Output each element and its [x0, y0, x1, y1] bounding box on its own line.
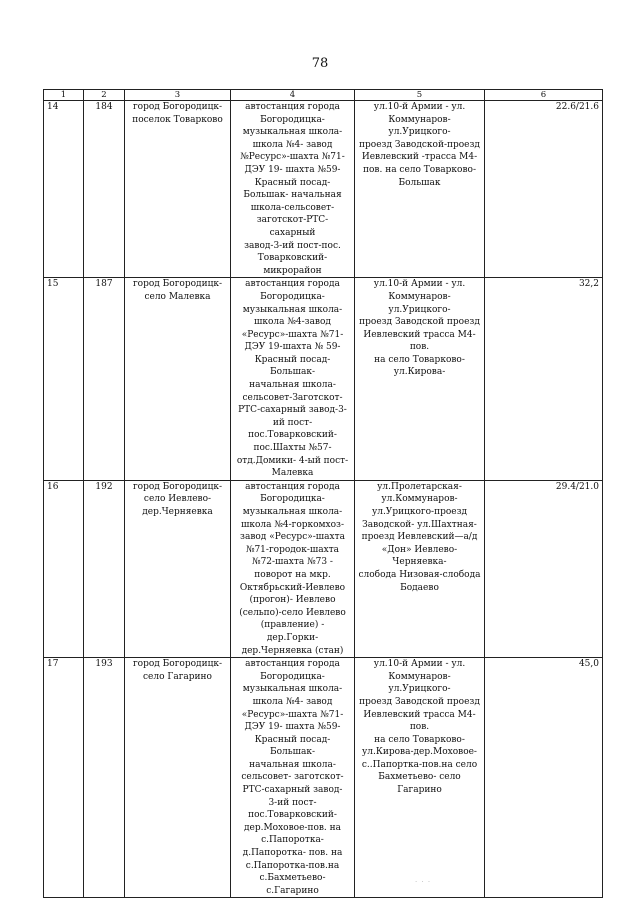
scan-speck: · · ·: [415, 878, 432, 886]
table-row: [44, 658, 603, 898]
route-length: 22.6/21.6: [485, 101, 603, 278]
header-cell-2: 2: [84, 90, 125, 101]
table-row: [44, 278, 603, 481]
route-name: город Богородицк- село Иевлево- дер.Черняевка: [132, 481, 223, 517]
routes-table: [43, 89, 603, 898]
header-cell-6: 6: [485, 90, 603, 101]
route-length: 29.4/21.0: [485, 480, 603, 657]
header-row: [44, 90, 603, 101]
route-name: город Богородицк- село Малевка: [132, 279, 223, 302]
header-cell-3: 3: [125, 90, 231, 101]
table-row: [44, 101, 603, 278]
route-streets: ул.10-й Армии - ул. Коммунаров- ул.Урицкого- проезд Заводской-проезд Иевлевский -трасса М4- пов. на село Товарково- Большак: [359, 102, 480, 188]
table-row: [44, 480, 603, 657]
route-stops: автостанция города Богородицка- музыкальная школа- школа №4- завод №Ресурс»-шахта №71- ДЭУ 19- шахта №59- Красный посад- Большак- начальная школа-сельсовет- заготскот-РТС-сахарный завод-3-ий пост-пос. Товарковский- микрорайон: [240, 102, 345, 276]
route-streets: ул.10-й Армии - ул. Коммунаров- ул.Урицкого- проезд Заводской проезд Иевлевский трасса М4- пов. на село Товарково- ул.Кирова-дер.Моховое- с..Папортка-пов.на село Бахметьево- село Гагарино: [359, 659, 480, 796]
row-number: 17: [44, 658, 84, 898]
route-name: город Богородицк- поселок Товарково: [132, 102, 223, 125]
header-cell-1: 1: [44, 90, 84, 101]
route-streets: ул.10-й Армии - ул. Коммунаров- ул.Урицкого- проезд Заводской проезд Иевлевский трасса М4-пов. на село Товарково- ул.Кирова-: [359, 279, 480, 378]
route-number: 187: [84, 278, 125, 481]
row-number: 14: [44, 101, 84, 278]
route-number: 193: [84, 658, 125, 898]
header-cell-5: 5: [355, 90, 485, 101]
route-number: 184: [84, 101, 125, 278]
route-streets: ул.Пролетарская- ул.Коммунаров- ул.Урицкого-проезд Заводской- ул.Шахтная- проезд Иевлевский—а/д «Дон» Иевлево-Черняевка- слобода Низовая-слобода Бодаево: [358, 481, 481, 593]
route-length: 32,2: [485, 278, 603, 481]
row-number: 15: [44, 278, 84, 481]
route-stops: автостанция города Богородицка- музыкальная школа- школа №4- завод «Ресурс»-шахта №71- ДЭУ 19- шахта №59- Красный посад-Большак- начальная школа- сельсовет- заготскот- РТС-сахарный завод- 3-ий пост- пос.Товарковский- дер.Моховое-пов. на с.Папоротка- д.Папоротка- пов. на с.Папоротка-пов.на с.Бахметьево-с.Гагарино: [241, 659, 344, 896]
header-cell-4: 4: [231, 90, 355, 101]
route-number: 192: [84, 480, 125, 657]
page-number: 78: [311, 56, 329, 71]
route-length: 45,0: [485, 658, 603, 898]
route-stops: автостанция города Богородицка- музыкальная школа- школа №4-горкомхоз- завод «Ресурс»-шахта №71-городок-шахта №72-шахта №73 - поворот на мкр. Октябрьский-Иевлево (прогон)- Иевлево (сельпо)-село Иевлево (правление) - дер.Горки- дер.Черняевка (стан): [239, 481, 346, 656]
row-number: 16: [44, 480, 84, 657]
route-name: город Богородицк- село Гагарино: [132, 659, 223, 682]
route-stops: автостанция города Богородицка- музыкальная школа- школа №4-завод «Ресурс»-шахта №71- ДЭУ 19-шахта № 59- Красный посад-Большак- начальная школа- сельсовет-Заготскот- РТС-сахарный завод-3- ий пост- пос.Товарковский- пос.Шахты №57- отд.Домики- 4-ый пост- Малевка: [236, 279, 349, 479]
